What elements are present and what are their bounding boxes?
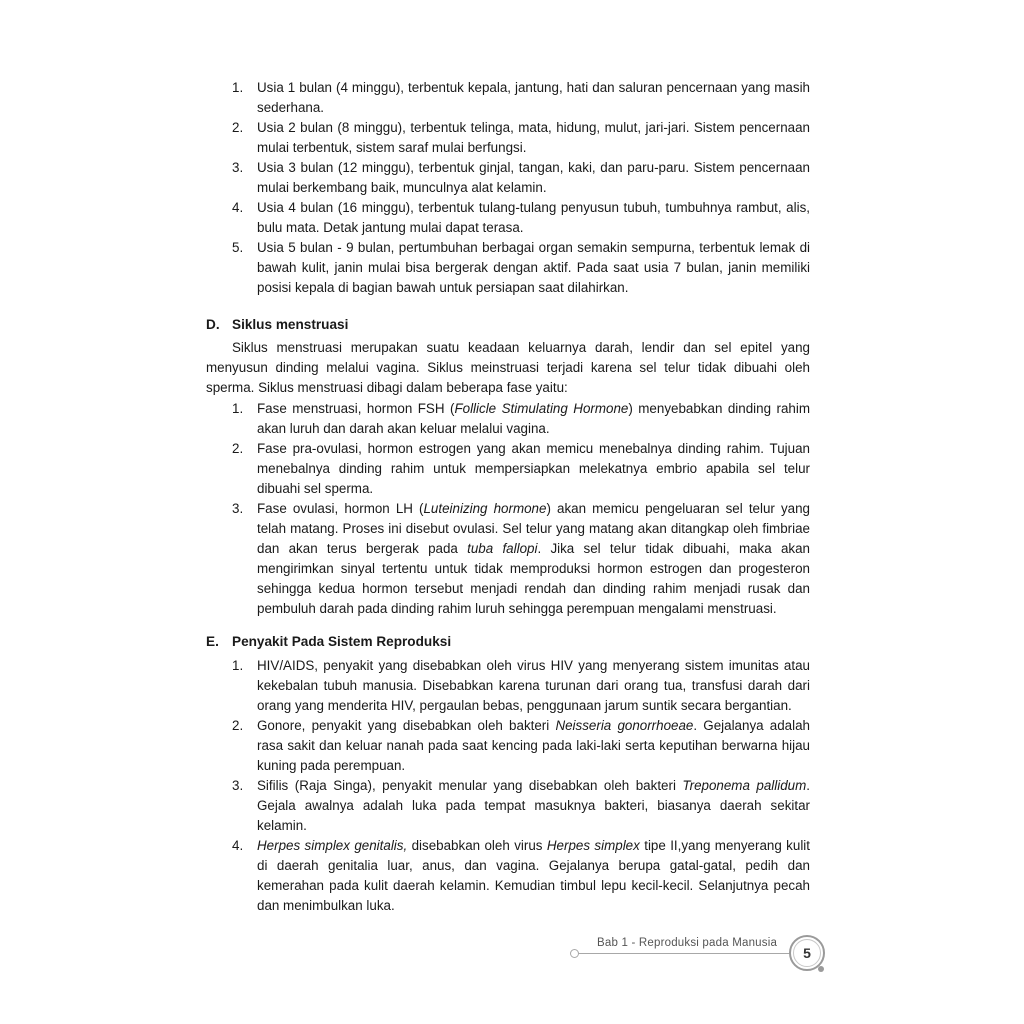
section-e-heading: E. Penyakit Pada Sistem Reproduksi [206, 634, 452, 649]
disease-list [232, 656, 810, 916]
section-d-intro: Siklus menstruasi merupakan suatu keadaan keluarnya darah, lendir dan sel epitel yang menyusun dinding melalui vagina. Siklus meinstruasi terjadi karena sel telur tidak dibuahi oleh sperma. Siklus menstruasi dibagi dalam beberapa fase yaitu: [206, 340, 810, 395]
chapter-footer: Bab 1 - Reproduksi pada Manusia [597, 937, 778, 949]
list-item: 3. Usia 3 bulan (12 minggu), terbentuk ginjal, tangan, kaki, dan paru-paru. Sistem pencernaan mulai berkembang baik, munculnya alat kelamin. [232, 160, 810, 195]
list-item: 3. Sifilis (Raja Singa), penyakit menular yang disebabkan oleh bakteri Treponema pallidum. Gejala awalnya adalah luka pada tempat masuknya bakteri, biasanya daerah sekitar kelamin. [232, 778, 811, 833]
badge-dot-icon [818, 966, 824, 972]
list-item: 4. Usia 4 bulan (16 minggu), terbentuk tulang-tulang penyusun tubuh, tumbuhnya rambut, alis, bulu mata. Detak jantung mulai dapat terasa. [232, 200, 810, 235]
section-d-heading: D. Siklus menstruasi [206, 317, 349, 332]
list-item: 2. Usia 2 bulan (8 minggu), terbentuk telinga, mata, hidung, mulut, jari-jari. Sistem pencernaan mulai terbentuk, sistem saraf mulai berfungsi. [232, 120, 810, 155]
fetal-development-list [232, 78, 810, 298]
list-item: 1. HIV/AIDS, penyakit yang disebabkan oleh virus HIV yang menyerang sistem imunitas atau kekebalan tubuh manusia. Disebabkan karena turunan dari orang tua, transfusi darah dari orang yang menderita HIV, pergaulan bebas, penggunaan jarum suntik secara bergantian. [232, 658, 810, 713]
list-item: 3. Fase ovulasi, hormon LH (Luteinizing hormone) akan memicu pengeluaran sel telur yang telah matang. Proses ini disebut ovulasi. Sel telur yang matang akan ditangkap oleh fimbriae dan akan terus bergerak pada tuba fallopi. Jika sel telur tidak dibuahi, maka akan mengirimkan sinyal tertentu untuk tidak memproduksi hormon estrogen dan progesteron sehingga kedua hormon tersebut menjadi rendah dan dinding rahim menjadi rusak dan pembuluh darah pada dinding rahim luruh sehingga perempuan mengalami menstruasi. [232, 501, 810, 616]
footer-dot-icon [570, 949, 579, 958]
footer-rule [576, 953, 790, 954]
list-item: 1. Usia 1 bulan (4 minggu), terbentuk kepala, jantung, hati dan saluran pencernaan yang masih sederhana. [232, 80, 810, 115]
menstrual-phase-list [232, 399, 810, 619]
list-item: 2. Fase pra-ovulasi, hormon estrogen yang akan memicu menebalnya dinding rahim. Tujuan menebalnya dinding rahim untuk mempersiapkan melekatnya embrio apabila sel telur dibuahi sel sperma. [232, 441, 810, 496]
list-item: 1. Fase menstruasi, hormon FSH (Follicle Stimulating Hormone) menyebabkan dinding rahim akan luruh dan darah akan keluar melalui vagina. [232, 401, 810, 436]
list-item: 4. Herpes simplex genitalis, disebabkan oleh virus Herpes simplex tipe II,yang menyerang kulit di daerah genitalia luar, anus, dan vagina. Gejalanya berupa gatal-gatal, pedih dan kemerahan pada kulit daerah kelamin. Kemudian timbul lepu kecil-kecil. Selanjutnya pecah dan menimbulkan luka. [232, 838, 810, 913]
list-item: 5. Usia 5 bulan - 9 bulan, pertumbuhan berbagai organ semakin sempurna, terbentuk lemak di bawah kulit, janin mulai bisa bergerak dengan aktif. Pada saat usia 7 bulan, janin memiliki posisi kepala di bagian bawah untuk persiapan saat dilahirkan. [232, 240, 810, 295]
list-item: 2. Gonore, penyakit yang disebabkan oleh bakteri Neisseria gonorrhoeae. Gejalanya adalah rasa sakit dan keluar nanah pada saat kencing pada laki-laki serta keputihan berwarna hijau kuning pada perempuan. [232, 718, 810, 773]
page-number: 5 [793, 939, 821, 967]
